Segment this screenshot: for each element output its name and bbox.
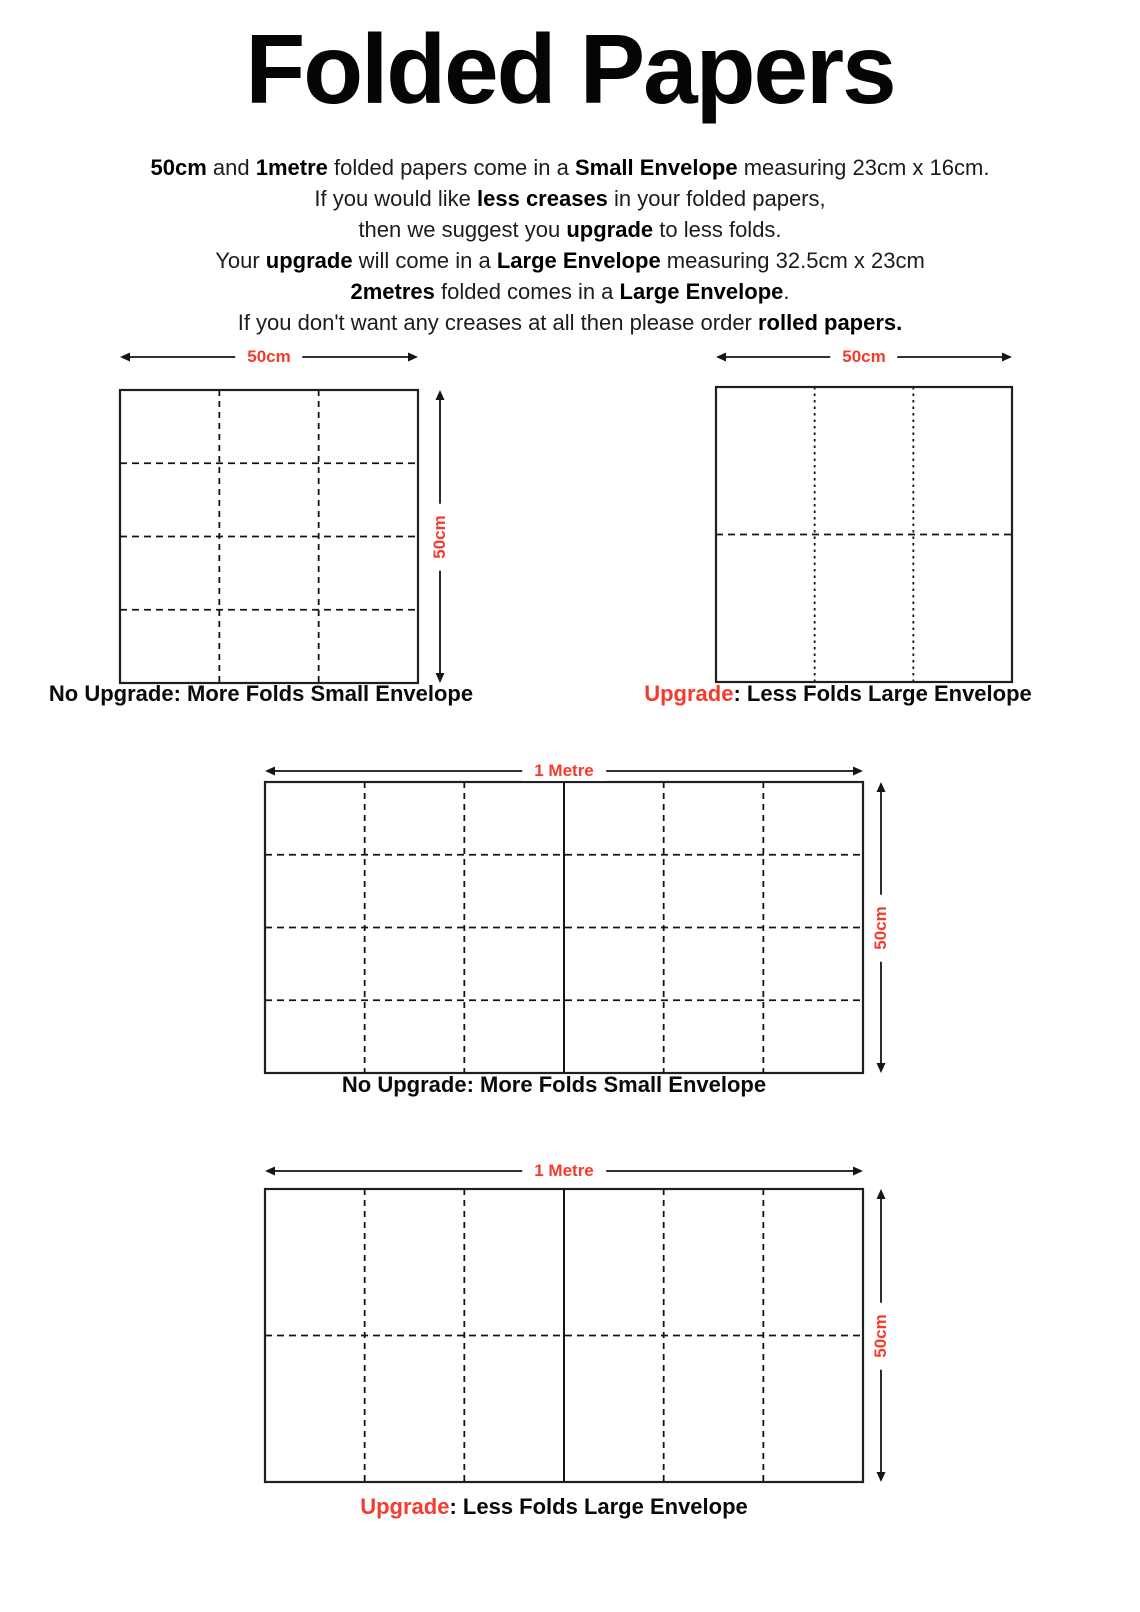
intro-segment: If you would like [314,186,478,211]
intro-segment: and [206,155,256,180]
caption-1metre-less-folds [360,1494,748,1520]
diagram-1metre-less-folds [265,1167,886,1483]
diagram-50cm-less-folds [716,353,1012,683]
intro-segment: upgrade [265,248,353,273]
diagram-1metre-more-folds [265,767,886,1074]
height-arrow-head-top [877,1189,886,1199]
intro-segment: 2metres [350,279,435,304]
intro-segment: folded papers come in a [327,155,575,180]
width-arrow-head-left [716,353,726,362]
intro-segment: measuring 32.5cm x 23cm [660,248,925,273]
diagram-50cm-more-folds [120,353,445,684]
width-label-1metre-more-folds: 1 Metre [522,761,606,781]
intro-segment: measuring 23cm x 16cm. [737,155,990,180]
intro-segment: then we suggest you [358,217,567,242]
intro-segment: Your [215,248,266,273]
intro-segment: Small Envelope [574,155,738,180]
intro-segment: 1metre [255,155,328,180]
intro-segment: Large Envelope [619,279,784,304]
caption-segment: : Less Folds Large Envelope [733,681,1032,706]
intro-segment: rolled papers. [758,310,903,335]
height-arrow-head-top [436,390,445,400]
width-arrow-head-right [853,1167,863,1176]
intro-segment: upgrade [566,217,654,242]
caption-segment: No Upgrade: More Folds Small Envelope [48,681,474,706]
width-arrow-head-left [265,767,275,776]
height-label-50cm-more-folds: 50cm [430,503,450,570]
caption-1metre-more-folds [342,1072,766,1098]
intro-segment: to less folds. [653,217,782,242]
height-arrow-head-top [877,782,886,792]
height-label-1metre-less-folds: 50cm [871,1302,891,1369]
caption-50cm-less-folds [644,681,1032,707]
caption-segment: No Upgrade: More Folds Small Envelope [341,1072,767,1097]
intro-segment: less creases [477,186,608,211]
width-label-50cm-more-folds: 50cm [235,347,302,367]
intro-segment: . [783,279,790,304]
width-arrow-head-right [1002,353,1012,362]
caption-segment: : Less Folds Large Envelope [449,1494,748,1519]
page-title: Folded Papers [245,14,895,124]
intro-segment: folded comes in a [434,279,620,304]
intro-segment: If you don't want any creases at all then please order [237,310,758,335]
width-arrow-head-right [408,353,418,362]
height-arrow-head-bottom [877,1472,886,1482]
width-arrow-head-left [265,1167,275,1176]
height-label-1metre-more-folds: 50cm [871,894,891,961]
caption-segment: Upgrade [644,681,734,706]
height-arrow-head-bottom [877,1063,886,1073]
intro-segment: Large Envelope [496,248,661,273]
intro-segment: 50cm [150,155,207,180]
intro-segment: in your folded papers, [607,186,826,211]
intro-segment: will come in a [352,248,497,273]
width-label-1metre-less-folds: 1 Metre [522,1161,606,1181]
width-arrow-head-right [853,767,863,776]
caption-segment: Upgrade [360,1494,450,1519]
caption-50cm-more-folds [49,681,473,707]
width-label-50cm-less-folds: 50cm [830,347,897,367]
width-arrow-head-left [120,353,130,362]
